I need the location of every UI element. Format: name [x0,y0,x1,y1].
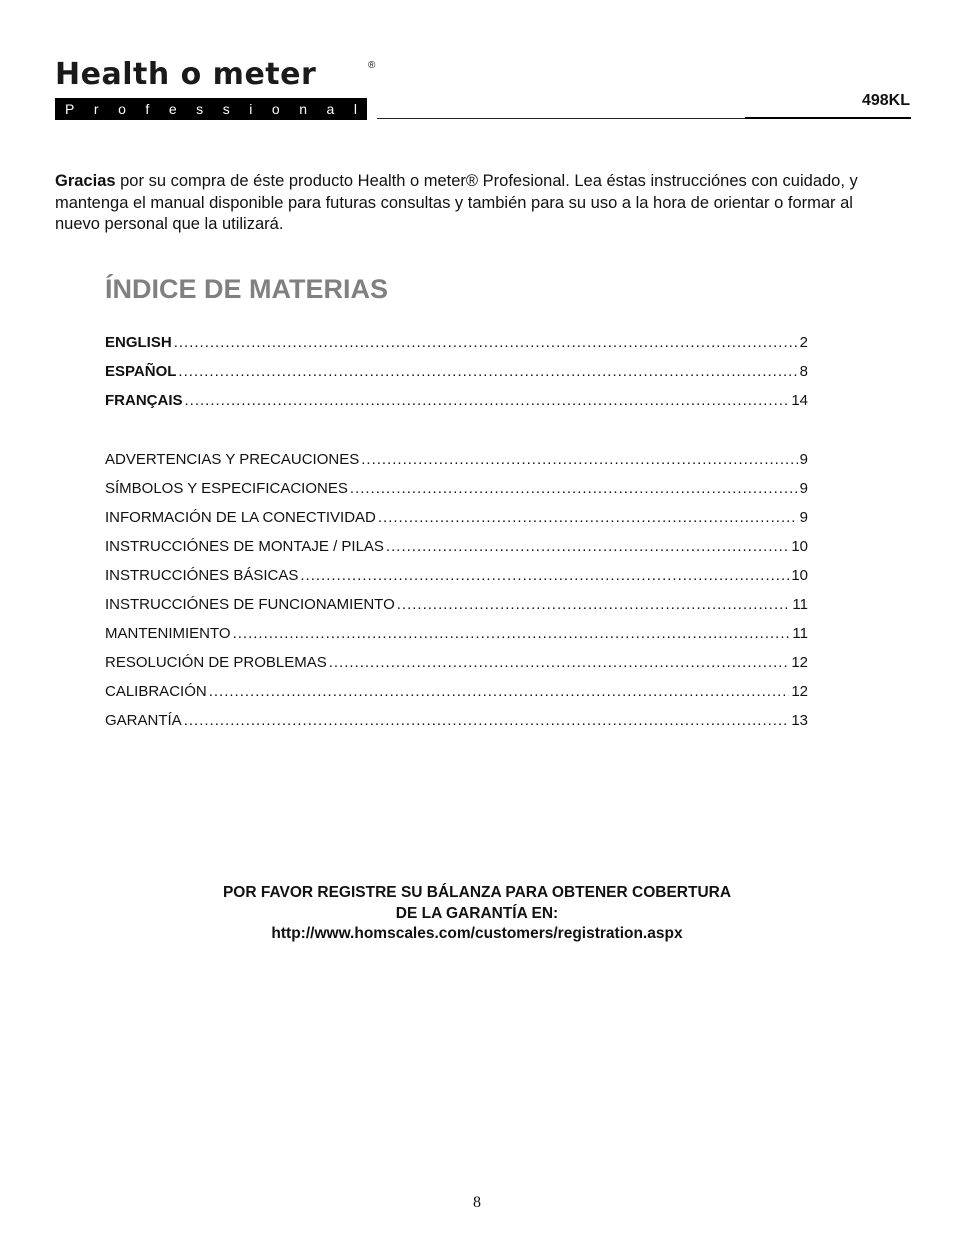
toc-title: ÍNDICE DE MATERIAS [105,274,389,304]
toc-entry[interactable] [105,451,808,480]
toc-entry[interactable] [105,683,808,712]
intro-paragraph [55,171,900,236]
toc-entry-label: ENGLISH [105,334,172,351]
toc-entry[interactable] [105,480,808,509]
logo-letter: n [299,101,307,117]
toc-dot-leader [350,480,798,497]
toc-entry[interactable] [105,567,808,596]
toc-entry-page: 9 [799,509,808,526]
toc-dot-leader [361,451,797,468]
toc-dot-leader [184,712,790,729]
toc-dot-leader [178,363,797,380]
toc-entry[interactable] [105,363,808,392]
toc-entry[interactable] [105,392,808,421]
toc-entry-page: 2 [799,334,808,351]
logo-letter: o [271,101,280,117]
toc-dot-leader [174,334,798,351]
registered-mark: ® [368,60,376,71]
toc-entry-page: 10 [791,567,808,584]
logo-letter: r [93,101,99,117]
toc-entry[interactable] [105,334,808,363]
toc-entry-label: INSTRUCCIÓNES DE MONTAJE / PILAS [105,538,384,555]
logo-letter: s [196,101,204,117]
registration-notice [0,883,954,945]
toc-entry-page: 9 [799,451,808,468]
toc-entry-label: FRANÇAIS [105,392,183,409]
logo-subtitle-bar [55,98,367,120]
toc-entry-page: 11 [792,596,808,613]
logo-letter: f [145,101,150,117]
toc-dot-leader [329,654,790,671]
toc-dot-leader [397,596,791,613]
logo-letter: e [168,101,177,117]
toc-entry[interactable] [105,712,808,741]
toc-entry-label: SÍMBOLOS Y ESPECIFICACIONES [105,480,348,497]
logo-letter: l [353,101,357,117]
toc-entry-label: INSTRUCCIÓNES BÁSICAS [105,567,299,584]
toc-entry[interactable] [105,625,808,654]
toc-entry-label: ESPAÑOL [105,363,177,380]
registration-url-link[interactable]: http://www.homscales.com/customers/registration.aspx [271,925,683,942]
logo-letter: a [326,101,335,117]
toc-entry-label: GARANTÍA [105,712,182,729]
toc-entry-label: MANTENIMIENTO [105,625,231,642]
toc-entry-label: INSTRUCCIÓNES DE FUNCIONAMIENTO [105,596,395,613]
toc-entry-page: 13 [791,712,808,729]
toc-entry[interactable] [105,509,808,538]
toc-entry-page: 14 [791,392,808,409]
toc-entry-page: 12 [791,654,808,671]
toc-dot-leader [300,567,789,584]
toc-entry[interactable] [105,654,808,683]
toc-entry-page: 12 [791,683,808,700]
logo-wordmark: Health o meter [55,57,317,92]
logo-letter: i [249,101,253,117]
toc-dot-leader [233,625,791,642]
intro-lead: Gracias [55,172,116,190]
logo-letter: o [118,101,126,117]
registration-line-1: POR FAVOR REGISTRE SU BÁLANZA PARA OBTENER COBERTURA [222,884,732,901]
toc-entry-page: 8 [799,363,808,380]
toc-entry[interactable] [105,596,808,625]
toc-entry[interactable] [105,538,808,567]
toc-entry-label: CALIBRACIÓN [105,683,207,700]
toc-dot-leader [378,509,798,526]
toc-dot-leader [209,683,790,700]
toc-entry-page: 10 [791,538,808,555]
toc-sections [105,451,808,741]
toc-entry-page: 11 [792,625,808,642]
toc-entry-label: RESOLUCIÓN DE PROBLEMAS [105,654,327,671]
toc-entry-label: ADVERTENCIAS Y PRECAUCIONES [105,451,360,468]
toc-entry-page: 9 [799,480,808,497]
logo-letter: s [222,101,230,117]
toc-languages [105,334,808,421]
intro-text: por su compra de éste producto Health o meter® Profesional. Lea éstas instrucciónes con cuidado, y mantenga el manual disponible para futuras consultas y también para su uso a la hora de orientar o formar al nuevo personal que la utilizará. [55,172,858,233]
model-number: 498KL [861,92,910,109]
header-rule-thick [745,117,911,119]
toc-dot-leader [386,538,789,555]
registration-line-2: DE LA GARANTÍA EN: [395,904,559,922]
page-number: 8 [473,1194,481,1211]
logo-letter: P [65,101,75,117]
toc-dot-leader [185,392,790,409]
brand-logo [55,57,385,117]
toc-entry-label: INFORMACIÓN DE LA CONECTIVIDAD [105,509,376,526]
